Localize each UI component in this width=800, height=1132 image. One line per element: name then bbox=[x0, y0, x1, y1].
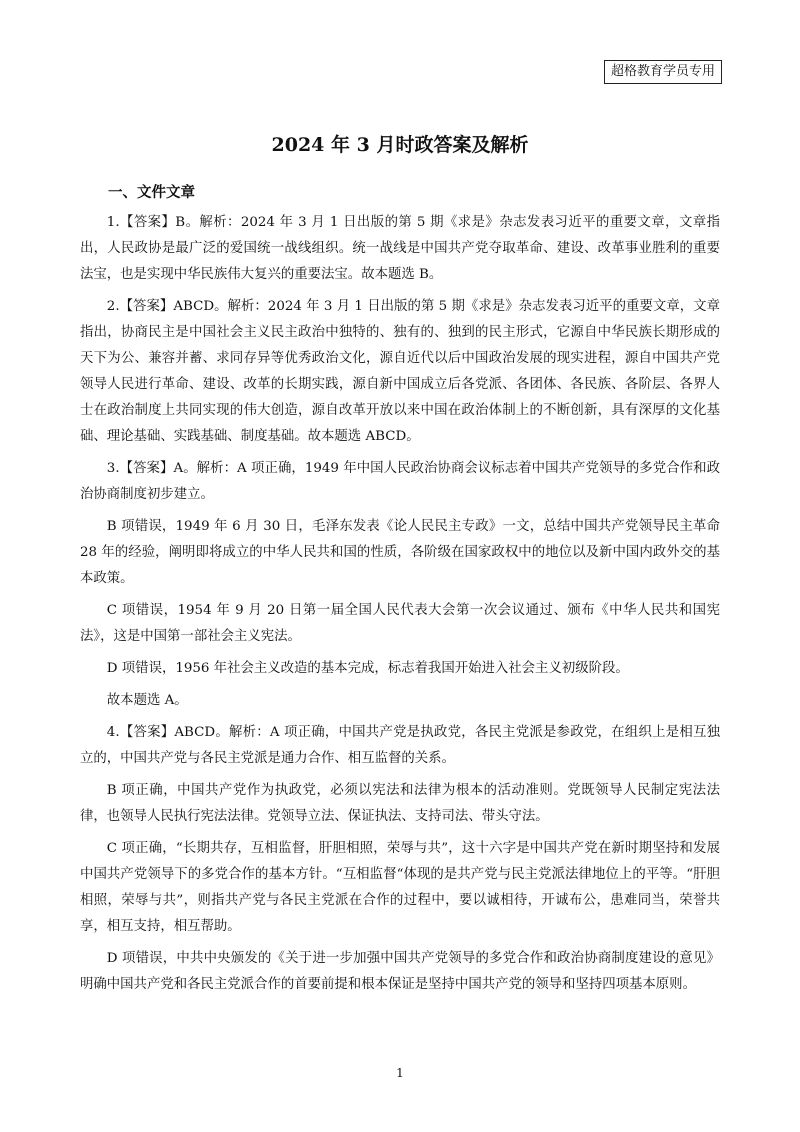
question-3-option-c: C 项错误，1954 年 9 月 20 日第一届全国人民代表大会第一次会议通过、颁布《中华人民共和国宪法》，这是中国第一部社会主义宪法。 bbox=[80, 603, 720, 644]
question-3-option-b: B 项错误，1949 年 6 月 30 日，毛泽东发表《论人民民主专政》一文，总结中国共产党领导民主革命 28 年的经验，阐明即将成立的中华人民共和国的性质，各阶级在国家政权中的地位以及新中国内政外交的基本政策。 bbox=[80, 519, 720, 586]
question-1-explanation: 1.【答案】B。解析：2024 年 3 月 1 日出版的第 5 期《求是》杂志发表习近平的重要文章，文章指出，人民政协是最广泛的爱国统一战线组织。统一战线是中国共产党夺取革命、建设、改革事业胜利的重要法宝，也是实现中华民族伟大复兴的重要法宝。故本题选 B。 bbox=[80, 215, 720, 282]
question-2-explanation: 2.【答案】ABCD。解析：2024 年 3 月 1 日出版的第 5 期《求是》杂志发表习近平的重要文章，文章指出，协商民主是中国社会主义民主政治中独特的、独有的、独到的民主形式，它源自中华民族长期形成的天下为公、兼容并蓄、求同存异等优秀政治文化，源自近代以后中国政治发展的现实进程，源自中国共产党领导人民进行革命、建设、改革的长期实践，源自新中国成立后各党派、各团体、各民族、各阶层、各界人士在政治制度上共同实现的伟大创造，源自改革开放以来中国在政治体制上的不断创新，具有深厚的文化基础、理论基础、实践基础、制度基础。故本题选 ABCD。 bbox=[80, 299, 720, 444]
question-4-explanation: 4.【答案】ABCD。解析：A 项正确，中国共产党是执政党，各民主党派是参政党，在组织上是相互独立的，中国共产党与各民主党派是通力合作、相互监督的关系。 bbox=[80, 725, 720, 766]
question-4-option-d: D 项错误，中共中央颁发的《关于进一步加强中国共产党领导的多党合作和政治协商制度建设的意见》明确中国共产党和各民主党派合作的首要前提和根本保证是坚持中国共产党的领导和坚持四项基本原则。 bbox=[80, 951, 720, 992]
section-heading: 一、文件文章 bbox=[108, 184, 195, 201]
page-title: 2024 年 3 月时政答案及解析 bbox=[271, 134, 529, 156]
watermark-stamp: 超格教育学员专用 bbox=[604, 60, 722, 84]
question-4-option-b: B 项正确，中国共产党作为执政党，必须以宪法和法律为根本的活动准则。党既领导人民制定宪法法律，也领导人民执行宪法法律。党领导立法、保证执法、支持司法、带头守法。 bbox=[80, 783, 720, 824]
document-body bbox=[80, 180, 720, 1004]
question-4-option-c: C 项正确，“长期共存，互相监督，肝胆相照，荣辱与共”，这十六字是中国共产党在新时期坚持和发展中国共产党领导下的多党合作的基本方针。“互相监督“体现的是共产党与民主党派法律地位上的平等。“肝胆相照，荣辱与共”，则指共产党与各民主党派在合作的过程中，要以诚相待，开诚布公，患难同当，荣誉共享，相互支持，相互帮助。 bbox=[80, 841, 720, 934]
page-number: 1 bbox=[396, 1066, 404, 1080]
question-3-conclusion: 故本题选 A。 bbox=[106, 693, 188, 708]
question-3-option-d: D 项错误，1956 年社会主义改造的基本完成，标志着我国开始进入社会主义初级阶段。 bbox=[106, 661, 629, 676]
question-3-explanation: 3.【答案】A。解析：A 项正确，1949 年中国人民政治协商会议标志着中国共产党领导的多党合作和政治协商制度初步建立。 bbox=[80, 461, 720, 502]
